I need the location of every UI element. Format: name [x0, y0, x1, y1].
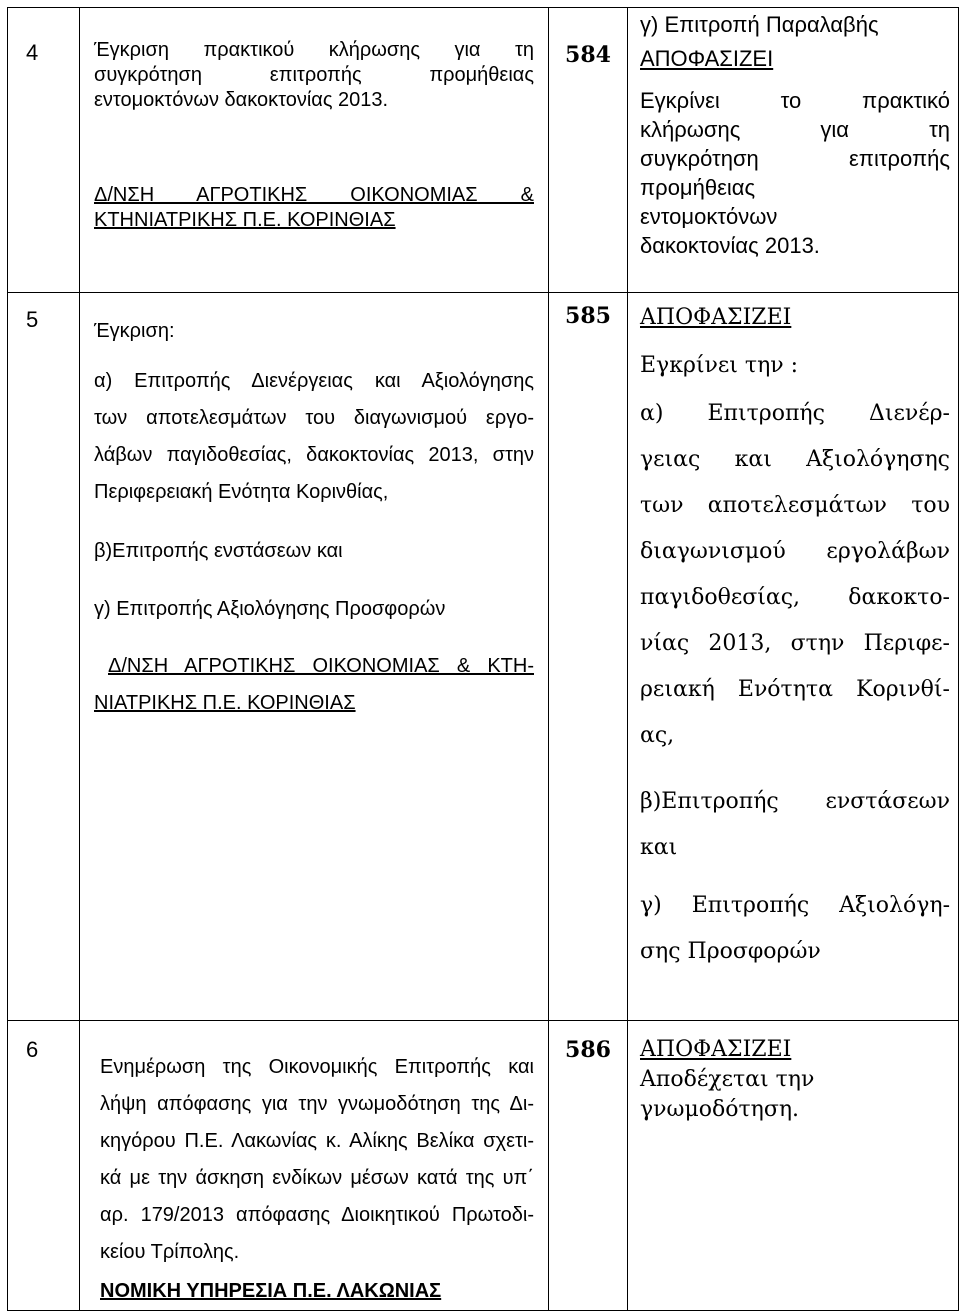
decision-text	[628, 8, 959, 293]
decision-number-text: 586	[565, 1037, 611, 1063]
subject-line: Ενημέρωση της Οικονομικής Επιτροπής και	[100, 1056, 534, 1078]
item-number: 5	[8, 293, 80, 1021]
decision-line: των αποτελεσμάτων του	[640, 493, 950, 518]
decision-line: δακοκτονίας 2013.	[640, 233, 820, 258]
decision-line: προμήθειας	[640, 175, 756, 200]
decision-line: εντομοκτόνων	[640, 204, 778, 229]
decision-intro: Εγκρίνει την :	[640, 353, 799, 378]
department-line: Δ/ΝΣΗ ΑΓΡΟΤΙΚΗΣ ΟΙΚΟΝΟΜΙΑΣ & ΚΤΗ-	[108, 655, 534, 677]
subject-line: κά με την άσκηση ενδίκων μέσων κατά της υπ΄	[100, 1167, 534, 1189]
table-row	[8, 293, 959, 1021]
subject-c: γ) Επιτροπής Αξιολόγησης Προσφορών	[94, 598, 446, 620]
department-line: Δ/ΝΣΗ ΑΓΡΟΤΙΚΗΣ ΟΙΚΟΝΟΜΙΑΣ &	[94, 184, 534, 206]
decision-line: διαγωνισμού εργολάβων	[640, 539, 950, 564]
decision-number	[549, 1021, 628, 1311]
decision-line: γ) Επιτροπής Αξιολόγη-	[640, 893, 950, 918]
decision-line: Εγκρίνει το πρακτικό	[640, 88, 950, 113]
subject-line: λάβων παγιδοθεσίας, δακοκτονίας 2013, στην	[94, 444, 534, 466]
decision-line: και	[640, 835, 678, 860]
item-subject	[80, 8, 549, 293]
decision-number-text: 585	[565, 303, 611, 329]
subject-line: εντομοκτόνων δακοκτονίας 2013.	[94, 89, 389, 111]
item-subject	[80, 293, 549, 1021]
decision-line: γνωμοδότηση.	[640, 1097, 800, 1122]
subject-line: Έγκριση πρακτικού κλήρωσης για τη	[94, 39, 534, 61]
decision-line: α) Επιτροπής Διενέρ-	[640, 401, 950, 426]
department-line: ΝΙΑΤΡΙΚΗΣ Π.Ε. ΚΟΡΙΝΘΙΑΣ	[94, 692, 356, 714]
decision-line: β)Επιτροπής ενστάσεων	[640, 789, 950, 814]
decision-line: νίας 2013, στην Περιφε-	[640, 631, 950, 656]
table-row	[8, 8, 959, 293]
subject-line: κείου Τρίπολης.	[100, 1241, 240, 1263]
decision-line: παγιδοθεσίας, δακοκτο-	[640, 585, 950, 610]
subject-b: β)Επιτροπής ενστάσεων και	[94, 540, 343, 562]
decision-line: γειας και Αξιολόγησης	[640, 447, 950, 472]
subject-line: α) Επιτροπής Διενέργειας και Αξιολόγησης	[94, 370, 534, 392]
decision-line: σης Προσφορών	[640, 939, 821, 964]
decision-preamble: γ) Επιτροπή Παραλαβής	[640, 12, 879, 37]
decision-line: ρειακή Ενότητα Κορινθί-	[640, 677, 950, 702]
decision-heading: ΑΠΟΦΑΣΙΖΕΙ	[640, 1037, 792, 1062]
item-number: 4	[8, 8, 80, 293]
department: ΝΟΜΙΚΗ ΥΠΗΡΕΣΙΑ Π.Ε. ΛΑΚΩΝΙΑΣ	[100, 1280, 442, 1302]
decision-line: κλήρωσης για τη	[640, 117, 950, 142]
decision-number	[549, 293, 628, 1021]
item-number: 6	[8, 1021, 80, 1311]
decision-line: συγκρότηση επιτροπής	[640, 146, 950, 171]
subject-line: Περιφερειακή Ενότητα Κορινθίας,	[94, 481, 389, 503]
decision-number	[549, 8, 628, 293]
item-subject	[80, 1021, 549, 1311]
subject-line: των αποτελεσμάτων του διαγωνισμού εργο-	[94, 407, 534, 429]
decision-line: Αποδέχεται την	[640, 1067, 815, 1092]
subject-line: λήψη απόφασης για την γνωμοδότηση της Δι-	[100, 1093, 534, 1115]
decision-heading: ΑΠΟΦΑΣΙΖΕΙ	[640, 305, 792, 330]
decisions-table	[7, 7, 959, 1311]
decision-line: ας,	[640, 723, 675, 748]
department-line: ΚΤΗΝΙΑΤΡΙΚΗΣ Π.Ε. ΚΟΡΙΝΘΙΑΣ	[94, 209, 396, 231]
decision-number-text: 584	[565, 42, 611, 68]
table-row	[8, 1021, 959, 1311]
decision-text	[628, 293, 959, 1021]
subject-line: κηγόρου Π.Ε. Λακωνίας κ. Αλίκης Βελίκα σχετι-	[100, 1130, 534, 1152]
decision-heading: ΑΠΟΦΑΣΙΖΕΙ	[640, 46, 774, 71]
subject-intro: Έγκριση:	[94, 320, 175, 342]
decision-text	[628, 1021, 959, 1311]
subject-line: αρ. 179/2013 απόφασης Διοικητικού Πρωτοδι-	[100, 1204, 534, 1226]
subject-line: συγκρότηση επιτροπής προμήθειας	[94, 64, 534, 86]
